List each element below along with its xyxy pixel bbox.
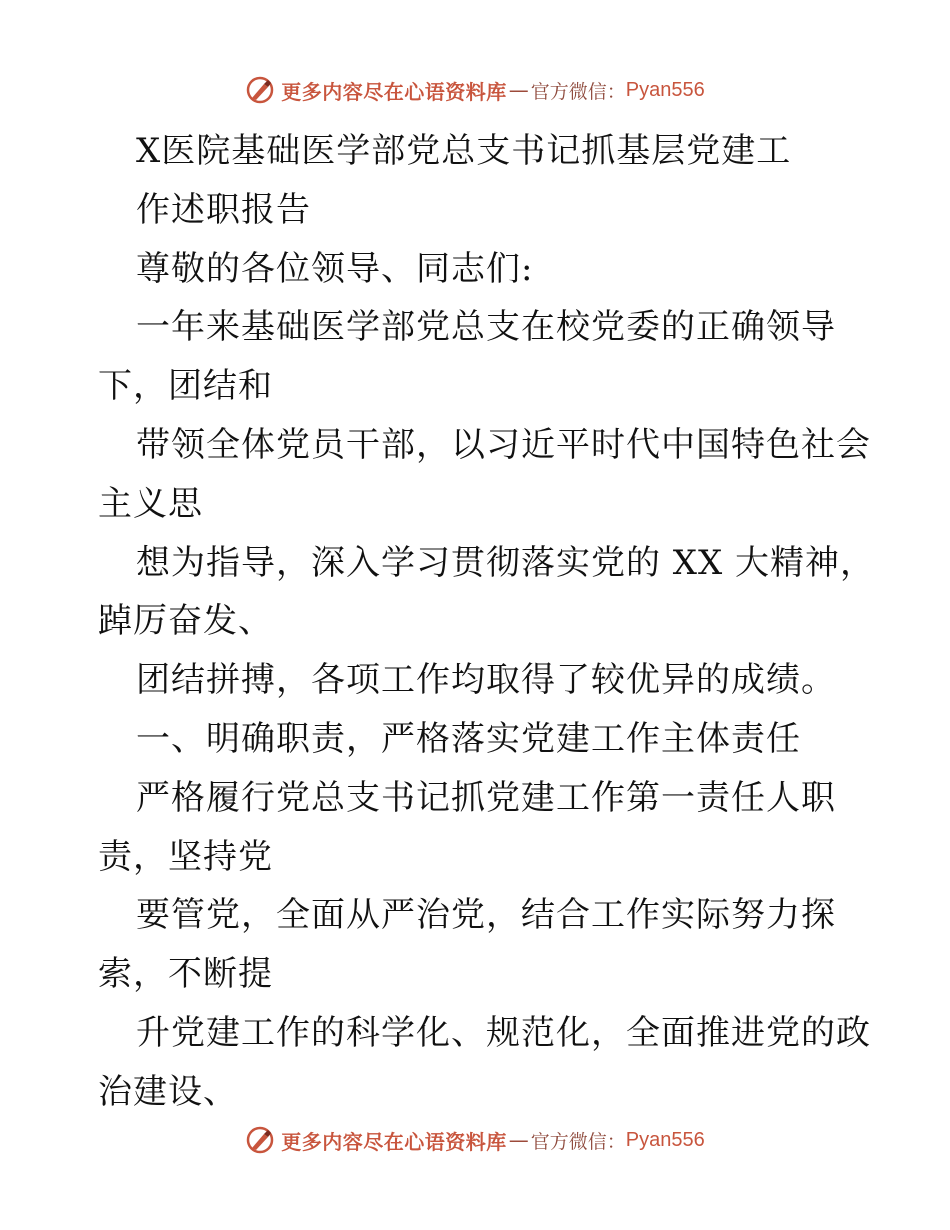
document-line: 想为指导，深入学习贯彻落实党的 XX 大精神， [136,542,876,583]
document-line: 责，坚持党 [98,836,273,877]
document-line: 治建设、 [98,1071,238,1112]
document-line: 踔厉奋发、 [98,601,273,642]
header-watermark-banner [0,70,950,110]
footer-watermark-banner [0,1120,950,1160]
document-line: 要管党，全面从严治党，结合工作实际努力探 [136,895,836,936]
document-line: 尊敬的各位领导、同志们: [136,248,534,289]
document-line: 主义思 [98,483,203,524]
pen-nib-icon [245,75,275,105]
document-line: 下，团结和 [98,366,273,407]
banner-wechat-label: 官方微信： [530,80,626,103]
document-line: 作述职报告 [136,189,311,230]
document-body [98,122,898,1122]
document-line: 索，不断提 [98,954,273,995]
document-line: 严格履行党总支书记抓党建工作第一责任人职 [136,777,836,818]
document-line: X医院基础医学部党总支书记抓基层党建工 [136,131,792,171]
pen-nib-icon [245,1125,275,1155]
banner-text: 更多内容尽在心语资料库 [281,79,507,104]
banner-wechat-id: Pyan556 [625,1128,705,1151]
document-line: 团结拼搏，各项工作均取得了较优异的成绩。 [136,660,836,701]
banner-wechat-label: 官方微信： [530,1130,626,1153]
banner-separator: — [508,1128,529,1152]
banner-wechat-id: Pyan556 [625,78,705,101]
document-line: 一、明确职责，严格落实党建工作主体责任 [136,718,801,759]
document-line: 升党建工作的科学化、规范化，全面推进党的政 [136,1012,871,1053]
document-line: 一年来基础医学部党总支在校党委的正确领导 [136,307,836,348]
banner-separator: — [508,78,529,102]
document-line: 带领全体党员干部，以习近平时代中国特色社会 [136,424,871,465]
banner-text: 更多内容尽在心语资料库 [281,1129,507,1154]
